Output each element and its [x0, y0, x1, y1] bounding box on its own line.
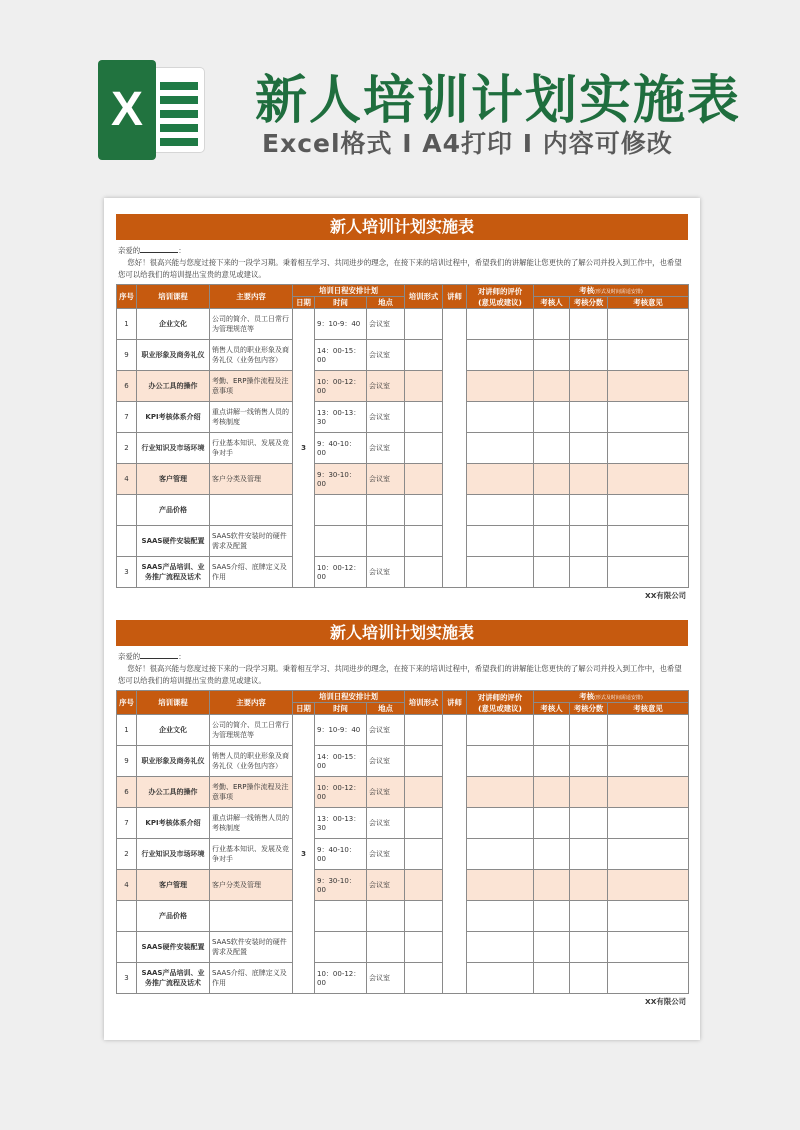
- header-assess: [534, 285, 689, 297]
- cell-seq[interactable]: [117, 932, 137, 963]
- cell-place[interactable]: 会议室: [367, 746, 405, 777]
- cell-opinion[interactable]: [608, 402, 689, 433]
- cell-seq[interactable]: [117, 901, 137, 932]
- table-row: [117, 371, 689, 402]
- cell-score[interactable]: [570, 402, 608, 433]
- cell-course[interactable]: 企业文化: [137, 309, 210, 340]
- cell-evaluation[interactable]: [467, 340, 534, 371]
- cell-assessor[interactable]: [534, 340, 570, 371]
- cell-content[interactable]: 公司的简介、员工日常行为管理规范等: [210, 715, 293, 746]
- cell-assessor[interactable]: [534, 808, 570, 839]
- cell-seq[interactable]: 3: [117, 963, 137, 994]
- cell-time[interactable]: 10：00-12：00: [315, 963, 367, 994]
- header-assessor: 考核人: [534, 703, 570, 715]
- cell-score[interactable]: [570, 526, 608, 557]
- table-row: [117, 464, 689, 495]
- cell-place[interactable]: 会议室: [367, 371, 405, 402]
- cell-course[interactable]: 办公工具的操作: [137, 371, 210, 402]
- header-date: 日期: [293, 297, 315, 309]
- cell-form[interactable]: [405, 839, 443, 870]
- cell-seq[interactable]: 7: [117, 808, 137, 839]
- cell-assessor[interactable]: [534, 777, 570, 808]
- header-assess-label: 考核: [579, 286, 594, 295]
- cell-time[interactable]: 13：00-13：30: [315, 402, 367, 433]
- cell-opinion[interactable]: [608, 932, 689, 963]
- cell-content[interactable]: 重点讲解一线销售人员的考核制度: [210, 808, 293, 839]
- header-content: 主要内容: [210, 285, 293, 309]
- cell-opinion[interactable]: [608, 808, 689, 839]
- header-assess-note: (形式及时间需适安排): [593, 695, 643, 701]
- cell-seq[interactable]: 7: [117, 402, 137, 433]
- cell-course[interactable]: SAAS产品培训、业务推广流程及话术: [137, 963, 210, 994]
- cell-place[interactable]: 会议室: [367, 340, 405, 371]
- cell-form[interactable]: [405, 340, 443, 371]
- company-footer: XX有限公司: [645, 591, 686, 600]
- banner-title: 新人培训计划实施表: [255, 71, 742, 131]
- cell-place[interactable]: 会议室: [367, 808, 405, 839]
- table-row: [117, 746, 689, 777]
- cell-course[interactable]: SAAS硬件安装配置: [137, 526, 210, 557]
- cell-place[interactable]: [367, 932, 405, 963]
- cell-form[interactable]: [405, 371, 443, 402]
- cell-opinion[interactable]: [608, 526, 689, 557]
- greeting-label: 亲爱的: [118, 652, 141, 661]
- cell-course[interactable]: 行业知识及市场环境: [137, 839, 210, 870]
- cell-score[interactable]: [570, 777, 608, 808]
- name-blank[interactable]: [140, 245, 178, 253]
- cell-place[interactable]: 会议室: [367, 963, 405, 994]
- cell-score[interactable]: [570, 715, 608, 746]
- table-row: [117, 557, 689, 588]
- cell-content[interactable]: 销售人员的职业形象及商务礼仪（业务包内容）: [210, 340, 293, 371]
- cell-course[interactable]: SAAS产品培训、业务推广流程及话术: [137, 557, 210, 588]
- header-form: 培训形式: [405, 691, 443, 715]
- cell-time[interactable]: 9：10-9：40: [315, 715, 367, 746]
- cell-course[interactable]: 职业形象及商务礼仪: [137, 340, 210, 371]
- cell-score[interactable]: [570, 932, 608, 963]
- cell-evaluation[interactable]: [467, 839, 534, 870]
- cell-time[interactable]: 14：00-15：00: [315, 340, 367, 371]
- intro-text-block: [116, 240, 688, 284]
- header-evaluation-label: 对讲师的评价: [477, 692, 523, 702]
- cell-form[interactable]: [405, 963, 443, 994]
- header-content: 主要内容: [210, 691, 293, 715]
- cell-score[interactable]: [570, 495, 608, 526]
- cell-opinion[interactable]: [608, 870, 689, 901]
- excel-icon: [98, 60, 208, 160]
- cell-assessor[interactable]: [534, 402, 570, 433]
- header-evaluation-label: 对讲师的评价: [477, 286, 523, 296]
- header-lecturer: 讲师: [443, 285, 467, 309]
- cell-form[interactable]: [405, 495, 443, 526]
- header-evaluation: [467, 691, 534, 715]
- table-row: [117, 808, 689, 839]
- cell-content[interactable]: SAAS软件安装时的硬件需求及配置: [210, 932, 293, 963]
- cell-opinion[interactable]: [608, 715, 689, 746]
- header-score: 考核分数: [570, 297, 608, 309]
- cell-course[interactable]: 客户管理: [137, 870, 210, 901]
- greeting-colon: ：: [178, 652, 186, 661]
- cell-content[interactable]: 行业基本知识、发展及竞争对手: [210, 839, 293, 870]
- cell-seq[interactable]: 1: [117, 715, 137, 746]
- cell-assessor[interactable]: [534, 963, 570, 994]
- cell-score[interactable]: [570, 433, 608, 464]
- excel-badge-letter: X: [98, 60, 156, 160]
- cell-time[interactable]: [315, 526, 367, 557]
- cell-form[interactable]: [405, 526, 443, 557]
- cell-seq[interactable]: 2: [117, 839, 137, 870]
- cell-place[interactable]: 会议室: [367, 870, 405, 901]
- cell-form[interactable]: [405, 557, 443, 588]
- cell-place[interactable]: 会议室: [367, 309, 405, 340]
- table-row: [117, 932, 689, 963]
- header-form: 培训形式: [405, 285, 443, 309]
- cell-assessor[interactable]: [534, 839, 570, 870]
- cell-time[interactable]: 10：00-12：00: [315, 557, 367, 588]
- table-row: [117, 901, 689, 932]
- table-row: [117, 715, 689, 746]
- cell-form[interactable]: [405, 402, 443, 433]
- header-seq: 序号: [117, 691, 137, 715]
- cell-content[interactable]: SAAS软件安装时的硬件需求及配置: [210, 526, 293, 557]
- cell-content[interactable]: 行业基本知识、发展及竞争对手: [210, 433, 293, 464]
- cell-seq[interactable]: 3: [117, 557, 137, 588]
- cell-place[interactable]: 会议室: [367, 715, 405, 746]
- cell-time[interactable]: 10：00-12：00: [315, 371, 367, 402]
- cell-time[interactable]: 9：40-10：00: [315, 839, 367, 870]
- cell-lecturer[interactable]: [443, 309, 467, 588]
- cell-score[interactable]: [570, 371, 608, 402]
- cell-content[interactable]: SAAS介绍、底牌定义及作用: [210, 557, 293, 588]
- cell-assessor[interactable]: [534, 746, 570, 777]
- cell-place[interactable]: 会议室: [367, 557, 405, 588]
- cell-course[interactable]: KPI考核体系介绍: [137, 402, 210, 433]
- cell-evaluation[interactable]: [467, 309, 534, 340]
- cell-place[interactable]: 会议室: [367, 464, 405, 495]
- cell-place[interactable]: 会议室: [367, 839, 405, 870]
- cell-seq[interactable]: 4: [117, 464, 137, 495]
- cell-evaluation[interactable]: [467, 963, 534, 994]
- sheet-title: 新人培训计划实施表: [116, 214, 688, 240]
- cell-opinion[interactable]: [608, 433, 689, 464]
- cell-assessor[interactable]: [534, 901, 570, 932]
- cell-opinion[interactable]: [608, 901, 689, 932]
- cell-content[interactable]: 考勤、ERP操作流程及注意事项: [210, 777, 293, 808]
- cell-course[interactable]: KPI考核体系介绍: [137, 808, 210, 839]
- header-time: 时间: [315, 297, 367, 309]
- cell-form[interactable]: [405, 808, 443, 839]
- table-row: [117, 402, 689, 433]
- cell-evaluation[interactable]: [467, 901, 534, 932]
- header-evaluation-sub: (意见或建议): [478, 703, 522, 713]
- cell-assessor[interactable]: [534, 495, 570, 526]
- cell-lecturer[interactable]: [443, 715, 467, 994]
- cell-course[interactable]: 行业知识及市场环境: [137, 433, 210, 464]
- header-schedule: 培训日程安排计划: [293, 691, 405, 703]
- cell-place[interactable]: [367, 526, 405, 557]
- sheet-title: 新人培训计划实施表: [116, 620, 688, 646]
- cell-score[interactable]: [570, 746, 608, 777]
- cell-course[interactable]: 产品价格: [137, 901, 210, 932]
- company-footer: XX有限公司: [645, 997, 686, 1006]
- cell-evaluation[interactable]: [467, 433, 534, 464]
- cell-seq[interactable]: 6: [117, 777, 137, 808]
- cell-evaluation[interactable]: [467, 932, 534, 963]
- cell-seq[interactable]: [117, 495, 137, 526]
- table-row: [117, 340, 689, 371]
- banner-subtitle: Excel格式 I A4打印 I 内容可修改: [262, 129, 673, 158]
- cell-score[interactable]: [570, 340, 608, 371]
- cell-opinion[interactable]: [608, 309, 689, 340]
- cell-place[interactable]: 会议室: [367, 777, 405, 808]
- cell-time[interactable]: 9：40-10：00: [315, 433, 367, 464]
- header-course: 培训课程: [137, 285, 210, 309]
- cell-evaluation[interactable]: [467, 777, 534, 808]
- cell-date[interactable]: 3: [293, 715, 315, 994]
- document-paper: [104, 198, 700, 1040]
- cell-time[interactable]: 9：30-10：00: [315, 464, 367, 495]
- cell-content[interactable]: SAAS介绍、底牌定义及作用: [210, 963, 293, 994]
- cell-form[interactable]: [405, 901, 443, 932]
- cell-opinion[interactable]: [608, 464, 689, 495]
- header-lecturer: 讲师: [443, 691, 467, 715]
- cell-course[interactable]: 办公工具的操作: [137, 777, 210, 808]
- cell-seq[interactable]: 4: [117, 870, 137, 901]
- cell-time[interactable]: 14：00-15：00: [315, 746, 367, 777]
- cell-time[interactable]: [315, 901, 367, 932]
- cell-form[interactable]: [405, 715, 443, 746]
- cell-content[interactable]: 客户分类及管理: [210, 464, 293, 495]
- cell-evaluation[interactable]: [467, 870, 534, 901]
- cell-place[interactable]: [367, 495, 405, 526]
- header-seq: 序号: [117, 285, 137, 309]
- cell-time[interactable]: 13：00-13：30: [315, 808, 367, 839]
- cell-content[interactable]: 重点讲解一线销售人员的考核制度: [210, 402, 293, 433]
- cell-form[interactable]: [405, 746, 443, 777]
- cell-evaluation[interactable]: [467, 557, 534, 588]
- greeting-colon: ：: [178, 246, 186, 255]
- cell-date[interactable]: 3: [293, 309, 315, 588]
- header-date: 日期: [293, 703, 315, 715]
- table-row: [117, 526, 689, 557]
- cell-course[interactable]: 职业形象及商务礼仪: [137, 746, 210, 777]
- cell-content[interactable]: [210, 901, 293, 932]
- cell-score[interactable]: [570, 808, 608, 839]
- cell-evaluation[interactable]: [467, 746, 534, 777]
- cell-assessor[interactable]: [534, 371, 570, 402]
- cell-score[interactable]: [570, 901, 608, 932]
- cell-time[interactable]: 10：00-12：00: [315, 777, 367, 808]
- cell-opinion[interactable]: [608, 839, 689, 870]
- cell-seq[interactable]: 1: [117, 309, 137, 340]
- cell-opinion[interactable]: [608, 746, 689, 777]
- cell-seq[interactable]: [117, 526, 137, 557]
- table-row: [117, 309, 689, 340]
- cell-seq[interactable]: 6: [117, 371, 137, 402]
- header-evaluation-sub: (意见或建议): [478, 297, 522, 307]
- cell-opinion[interactable]: [608, 963, 689, 994]
- table-row: [117, 777, 689, 808]
- cell-assessor[interactable]: [534, 433, 570, 464]
- cell-assessor[interactable]: [534, 526, 570, 557]
- sheet-1: [116, 214, 688, 604]
- cell-content[interactable]: 销售人员的职业形象及商务礼仪（业务包内容）: [210, 746, 293, 777]
- cell-content[interactable]: 公司的简介、员工日常行为管理规范等: [210, 309, 293, 340]
- cell-form[interactable]: [405, 870, 443, 901]
- cell-form[interactable]: [405, 433, 443, 464]
- cell-content[interactable]: 客户分类及管理: [210, 870, 293, 901]
- intro-paragraph: 您好！很高兴能与您度过接下来的一段学习期。秉着相互学习、共同进步的理念，在接下来的培训过程中，希望我们的讲解能让您更快的了解公司并投入到工作中，也希望您可以给我们的培训提出宝贵的意见或建议。: [118, 664, 682, 685]
- cell-score[interactable]: [570, 557, 608, 588]
- header-place: 地点: [367, 297, 405, 309]
- cell-course[interactable]: SAAS硬件安装配置: [137, 932, 210, 963]
- cell-time[interactable]: [315, 932, 367, 963]
- header-assess-note: (形式及时间需适安排): [593, 289, 643, 295]
- cell-assessor[interactable]: [534, 870, 570, 901]
- cell-score[interactable]: [570, 839, 608, 870]
- cell-place[interactable]: 会议室: [367, 402, 405, 433]
- cell-course[interactable]: 客户管理: [137, 464, 210, 495]
- cell-evaluation[interactable]: [467, 526, 534, 557]
- cell-evaluation[interactable]: [467, 715, 534, 746]
- cell-evaluation[interactable]: [467, 464, 534, 495]
- cell-evaluation[interactable]: [467, 402, 534, 433]
- cell-opinion[interactable]: [608, 777, 689, 808]
- cell-assessor[interactable]: [534, 464, 570, 495]
- training-table: [116, 690, 689, 994]
- cell-opinion[interactable]: [608, 340, 689, 371]
- intro-paragraph: 您好！很高兴能与您度过接下来的一段学习期。秉着相互学习、共同进步的理念，在接下来的培训过程中，希望我们的讲解能让您更快的了解公司并投入到工作中，也希望您可以给我们的培训提出宝贵的意见或建议。: [118, 258, 682, 279]
- cell-form[interactable]: [405, 464, 443, 495]
- cell-course[interactable]: 产品价格: [137, 495, 210, 526]
- header-schedule: 培训日程安排计划: [293, 285, 405, 297]
- cell-form[interactable]: [405, 777, 443, 808]
- header-time: 时间: [315, 703, 367, 715]
- table-row: [117, 839, 689, 870]
- cell-time[interactable]: 9：30-10：00: [315, 870, 367, 901]
- table-row: [117, 870, 689, 901]
- cell-assessor[interactable]: [534, 557, 570, 588]
- greeting-label: 亲爱的: [118, 246, 141, 255]
- header-place: 地点: [367, 703, 405, 715]
- cell-form[interactable]: [405, 309, 443, 340]
- training-table: [116, 284, 689, 588]
- header-assess-label: 考核: [579, 692, 594, 701]
- cell-opinion[interactable]: [608, 371, 689, 402]
- cell-place[interactable]: [367, 901, 405, 932]
- header-evaluation: [467, 285, 534, 309]
- cell-content[interactable]: 考勤、ERP操作流程及注意事项: [210, 371, 293, 402]
- cell-seq[interactable]: 2: [117, 433, 137, 464]
- cell-evaluation[interactable]: [467, 495, 534, 526]
- cell-score[interactable]: [570, 870, 608, 901]
- header-assess: [534, 691, 689, 703]
- promo-banner: [0, 0, 800, 190]
- cell-opinion[interactable]: [608, 495, 689, 526]
- table-row: [117, 433, 689, 464]
- cell-form[interactable]: [405, 932, 443, 963]
- name-blank[interactable]: [140, 651, 178, 659]
- cell-score[interactable]: [570, 963, 608, 994]
- cell-evaluation[interactable]: [467, 371, 534, 402]
- cell-content[interactable]: [210, 495, 293, 526]
- cell-opinion[interactable]: [608, 557, 689, 588]
- header-assessor: 考核人: [534, 297, 570, 309]
- cell-assessor[interactable]: [534, 715, 570, 746]
- cell-score[interactable]: [570, 309, 608, 340]
- cell-seq[interactable]: 9: [117, 340, 137, 371]
- intro-text-block: [116, 646, 688, 690]
- cell-time[interactable]: [315, 495, 367, 526]
- sheet-2: [116, 620, 688, 1010]
- header-score: 考核分数: [570, 703, 608, 715]
- cell-evaluation[interactable]: [467, 808, 534, 839]
- table-row: [117, 495, 689, 526]
- header-course: 培训课程: [137, 691, 210, 715]
- cell-assessor[interactable]: [534, 309, 570, 340]
- cell-place[interactable]: 会议室: [367, 433, 405, 464]
- cell-score[interactable]: [570, 464, 608, 495]
- cell-time[interactable]: 9：10-9：40: [315, 309, 367, 340]
- table-row: [117, 963, 689, 994]
- cell-seq[interactable]: 9: [117, 746, 137, 777]
- cell-course[interactable]: 企业文化: [137, 715, 210, 746]
- cell-assessor[interactable]: [534, 932, 570, 963]
- header-opinion: 考核意见: [608, 297, 689, 309]
- header-opinion: 考核意见: [608, 703, 689, 715]
